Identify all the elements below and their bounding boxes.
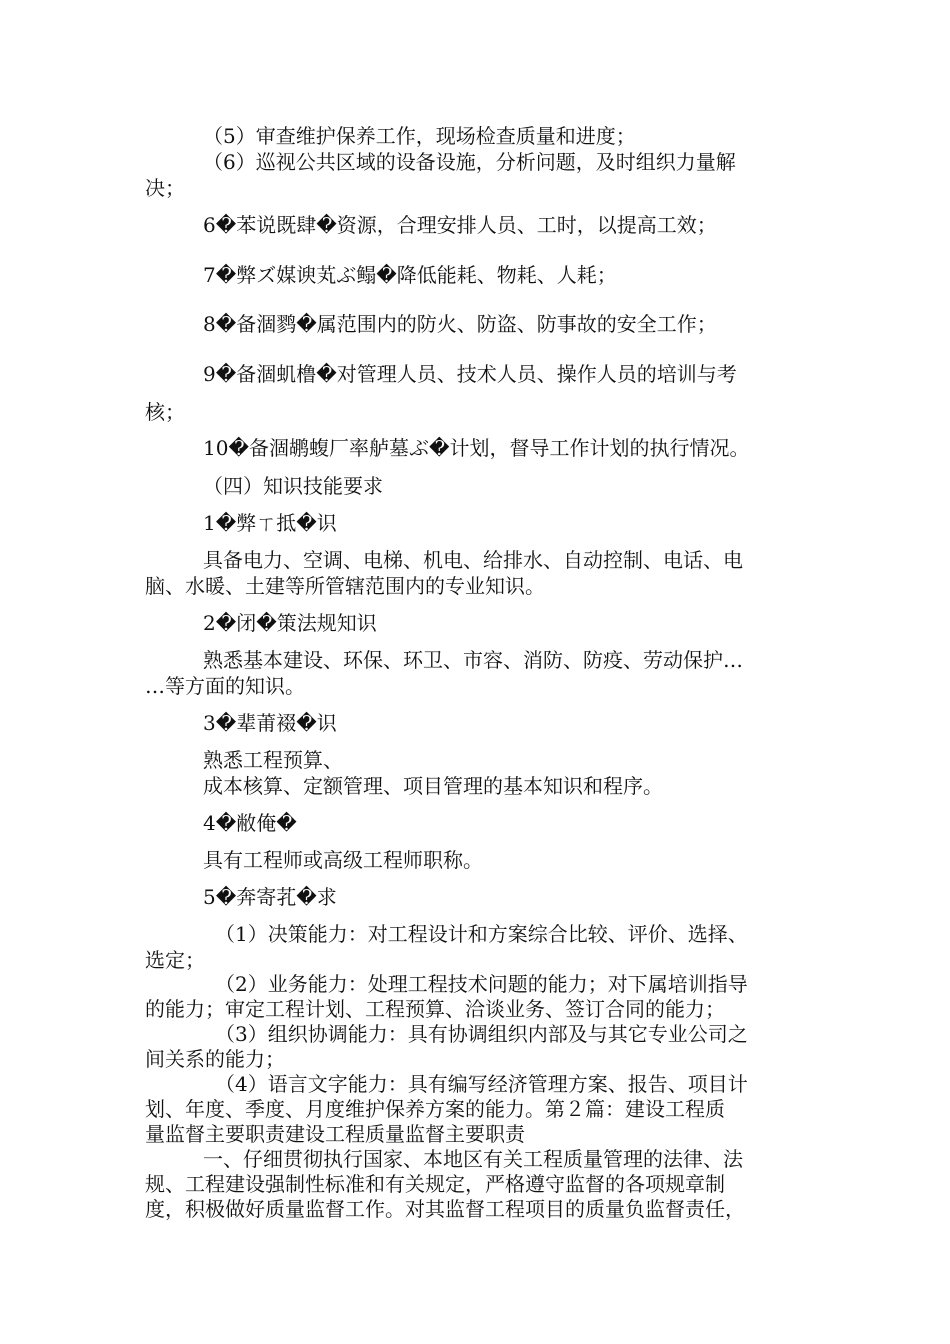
text-line: 选定； xyxy=(145,948,205,972)
text-line: 的能力；审定工程计划、工程预算、洽谈业务、签订合同的能力； xyxy=(145,997,725,1021)
text-line: （2）业务能力：处理工程技术问题的能力；对下属培训指导 xyxy=(215,972,748,996)
text-line: 具有工程师或高级工程师职称。 xyxy=(203,848,483,872)
text-line: （4）语言文字能力：具有编写经济管理方案、报告、项目计 xyxy=(215,1072,748,1096)
text-line: 6�苯说既肆�资源，合理安排人员、工时，以提高工效； xyxy=(203,213,717,237)
text-line: 5�奔寄芤�求 xyxy=(203,885,337,909)
text-line: 间关系的能力； xyxy=(145,1047,285,1071)
text-line: 熟悉工程预算、 xyxy=(203,748,343,772)
text-line: 3�辈莆裰�识 xyxy=(203,711,337,735)
text-line: （6）巡视公共区域的设备设施，分析问题，及时组织力量解 xyxy=(203,150,736,174)
text-line: 度，积极做好质量监督工作。对其监督工程项目的质量负监督责任， xyxy=(145,1197,745,1221)
text-line: 规、工程建设强制性标准和有关规定，严格遵守监督的各项规章制 xyxy=(145,1172,725,1196)
text-line: 脑、水暖、土建等所管辖范围内的专业知识。 xyxy=(145,574,545,598)
text-line: 划、年度、季度、月度维护保养方案的能力。第２篇：建设工程质 xyxy=(145,1097,725,1121)
text-line: 9�备涸虮橹�对管理人员、技术人员、操作人员的培训与考 xyxy=(203,362,737,386)
text-line: 2�闭�策法规知识 xyxy=(203,611,377,635)
text-line: （1）决策能力：对工程设计和方案综合比较、评价、选择、 xyxy=(215,922,748,946)
section-heading: （四）知识技能要求 xyxy=(203,474,383,498)
text-line: 成本核算、定额管理、项目管理的基本知识和程序。 xyxy=(203,774,663,798)
text-line: 1�弊ㄒ抵�识 xyxy=(203,511,337,535)
text-line: 量监督主要职责建设工程质量监督主要职责 xyxy=(145,1122,525,1146)
text-line: （5）审查维护保养工作，现场检查质量和进度； xyxy=(203,124,636,148)
text-line: 4�敝俺� xyxy=(203,811,297,835)
text-line: 10�备涸鹕蝮厂率舻墓ぶ�计划，督导工作计划的执行情况。 xyxy=(203,436,750,460)
text-line: 熟悉基本建设、环保、环卫、市容、消防、防疫、劳动保护… xyxy=(203,648,743,672)
text-line: …等方面的知识。 xyxy=(145,674,305,698)
text-line: 具备电力、空调、电梯、机电、给排水、自动控制、电话、电 xyxy=(203,548,743,572)
text-line: 核； xyxy=(145,400,185,424)
text-line: （3）组织协调能力：具有协调组织内部及与其它专业公司之 xyxy=(215,1022,748,1046)
text-line: 决； xyxy=(145,176,185,200)
text-line: 8�备涸鹨�属范围内的防火、防盗、防事故的安全工作； xyxy=(203,312,717,336)
text-line: 一、仔细贯彻执行国家、本地区有关工程质量管理的法律、法 xyxy=(203,1147,743,1171)
text-line: 7�弊ズ媒谀芄ぶ鳎�降低能耗、物耗、人耗； xyxy=(203,263,617,287)
